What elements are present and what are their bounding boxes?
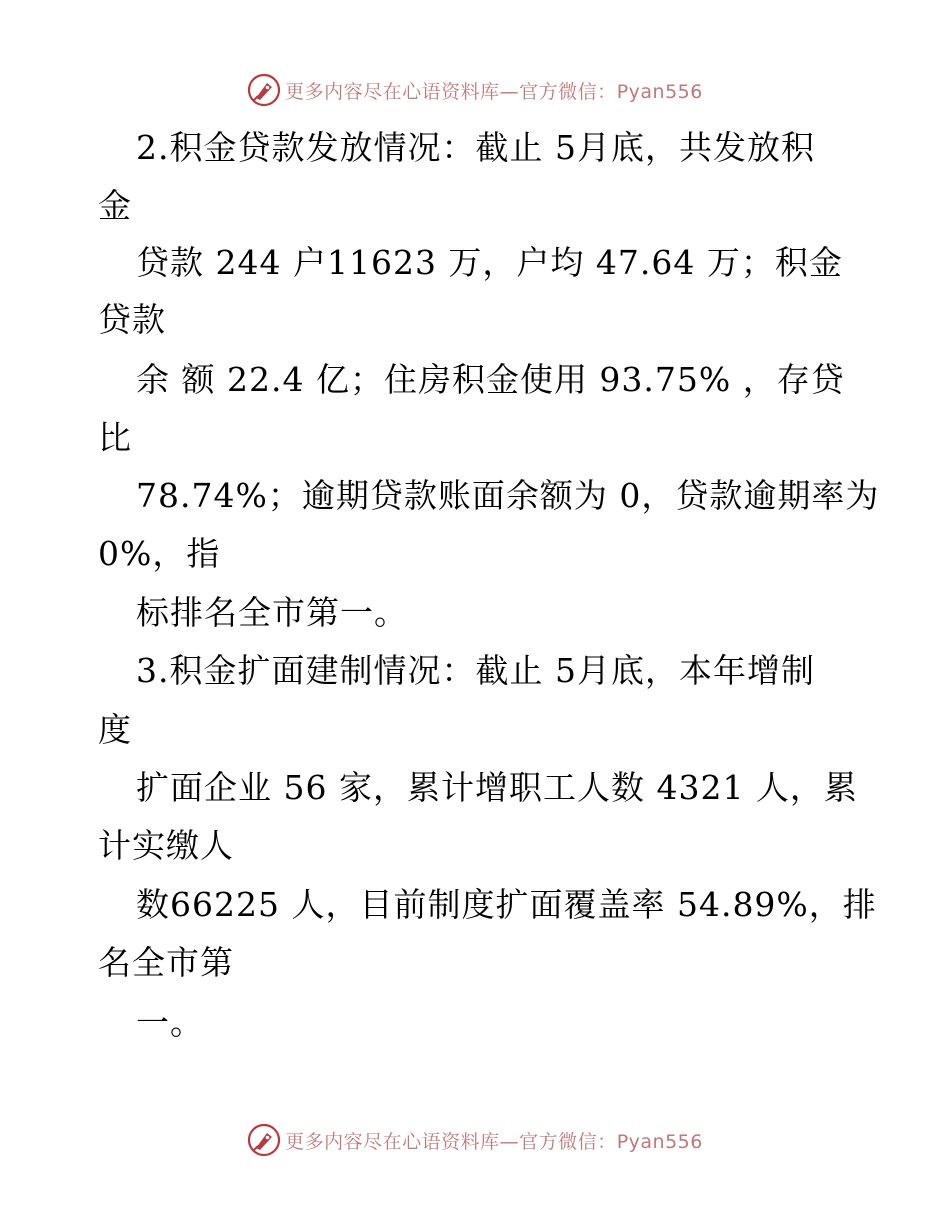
banner-text (285, 1127, 703, 1154)
footer-banner (0, 1118, 950, 1162)
text-line-13: 计实缴人 (98, 826, 234, 865)
text-line-9: 标排名全市第一。 (136, 593, 408, 632)
banner-contact-label: 官方微信： (519, 1130, 617, 1153)
text-line-2: 金 (98, 186, 132, 225)
text-line-14: 数66225 人，目前制度扩面覆盖率 54.89%，排 (136, 885, 877, 924)
text-line-15: 名全市第 (98, 943, 234, 982)
text-line-5: 余 额 22.4 亿；住房积金使用 93.75% ，存贷 (136, 360, 845, 399)
text-line-3: 贷款 244 户11623 万，户均 47.64 万；积金 (136, 243, 843, 282)
pen-nib-logo-icon (247, 1123, 281, 1157)
text-line-4: 贷款 (98, 300, 166, 339)
banner-contact-id: Pyan556 (616, 80, 703, 103)
text-line-10: 3.积金扩面建制情况：截止 5月底，本年增制 (136, 651, 815, 690)
text-line-1: 2.积金贷款发放情况：截止 5月底，共发放积 (136, 128, 815, 167)
banner-dash: — (499, 1130, 520, 1153)
banner-main-text: 更多内容尽在心语资料库 (285, 80, 500, 103)
banner-contact-id: Pyan556 (616, 1130, 703, 1153)
text-line-8: 0%，指 (98, 534, 221, 573)
banner-main-text: 更多内容尽在心语资料库 (285, 1130, 500, 1153)
text-line-6: 比 (98, 418, 132, 457)
text-line-16: 一。 (136, 1003, 204, 1042)
banner-dash: — (499, 80, 520, 103)
banner-contact-label: 官方微信： (519, 80, 617, 103)
text-line-7: 78.74%；逾期贷款账面余额为 0，贷款逾期率为 (136, 476, 880, 515)
text-line-12: 扩面企业 56 家，累计增职工人数 4321 人，累 (136, 768, 858, 807)
text-line-11: 度 (98, 710, 132, 749)
